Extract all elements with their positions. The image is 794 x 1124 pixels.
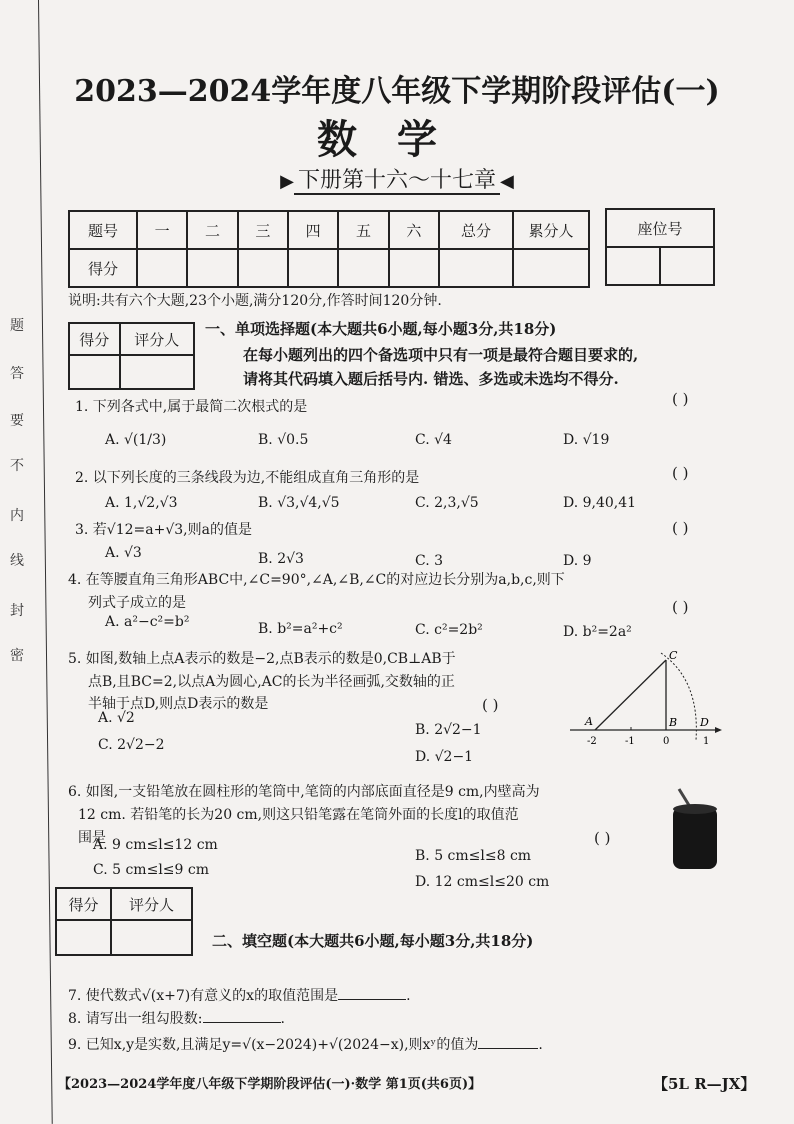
fill-question: 7. 使代数式√(x+7)有意义的x的取值范围是 .: [68, 988, 411, 1004]
question-stem-cont: 围是: [78, 830, 106, 846]
answer-paren[interactable]: ( ): [672, 519, 689, 537]
point-label: A: [585, 715, 593, 728]
tick-label: 1: [703, 736, 710, 747]
table-row: [69, 211, 589, 249]
option-a: A. √2: [98, 710, 135, 726]
section1-heading: 一、单项选择题(本大题共6小题,每小题3分,共18分): [205, 320, 557, 338]
side-char: 要: [10, 413, 24, 429]
option-d: D. 12 cm≤l≤20 cm: [415, 874, 550, 890]
footer-left: 【2023—2024学年度八年级下学期阶段评估(一)·数学 第1页(共6页)】: [58, 1077, 482, 1092]
footer-code: 【5L R—JX】: [653, 1075, 756, 1093]
answer-paren[interactable]: ( ): [482, 696, 499, 714]
question-stem: 4. 在等腰直角三角形ABC中,∠C=90°,∠A,∠B,∠C的对应边长分别为a,b,c,则下: [68, 572, 565, 588]
chapter-range: ▶ 下册第十六～十七章 ◀: [280, 168, 514, 193]
triangle-right-icon: ▶: [280, 171, 294, 192]
point-label: B: [669, 716, 678, 729]
tick-label: 0: [663, 736, 670, 747]
option-b: B. 2√2−1: [415, 722, 482, 738]
grader-cell[interactable]: [120, 355, 194, 389]
subject-title: 数学: [317, 116, 477, 163]
option-a: A. √3: [105, 545, 142, 561]
seat-label: 座位号: [606, 209, 714, 247]
grader-box-2: [55, 887, 193, 956]
section2-heading: 二、填空题(本大题共6小题,每小题3分,共18分): [212, 932, 534, 950]
score-cell[interactable]: [288, 249, 338, 287]
question-stem: 1. 下列各式中,属于最简二次根式的是: [75, 399, 308, 415]
score-cell[interactable]: [56, 920, 111, 955]
option-b: B. 2√3: [258, 551, 304, 567]
question-stem: 5. 如图,数轴上点A表示的数是−2,点B表示的数是0,CB⊥AB于: [68, 651, 456, 667]
option-d: D. b²=2a²: [563, 624, 632, 640]
header-cell: 四: [288, 211, 338, 249]
option-c: C. 2√2−2: [98, 737, 165, 753]
grader-label: 评分人: [120, 323, 194, 355]
option-b: B. b²=a²+c²: [258, 621, 343, 637]
score-cell[interactable]: [69, 355, 120, 389]
question-stem-cont: 半轴于点D,则点D表示的数是: [88, 696, 269, 712]
answer-paren[interactable]: ( ): [672, 390, 689, 408]
number-line-figure: [565, 645, 725, 750]
tick-label: -1: [625, 736, 635, 747]
header-cell: 题号: [69, 211, 137, 249]
option-a: A. 1,√2,√3: [105, 495, 178, 511]
score-cell[interactable]: [187, 249, 237, 287]
option-d: D. √2−1: [415, 749, 474, 765]
seat-cell[interactable]: [660, 247, 714, 285]
header-cell: 三: [238, 211, 288, 249]
option-b: B. 5 cm≤l≤8 cm: [415, 848, 532, 864]
triangle-left-icon: ◀: [500, 171, 514, 192]
arrow-icon: [715, 727, 722, 733]
score-label: 得分: [69, 323, 120, 355]
answer-blank[interactable]: [478, 1048, 538, 1049]
fill-question: 8. 请写出一组勾股数: .: [68, 1011, 285, 1027]
option-b: B. √0.5: [258, 432, 309, 448]
question-stem-cont: 12 cm. 若铅笔的长为20 cm,则这只铅笔露在笔筒外面的长度l的取值范: [78, 807, 519, 823]
table-row: [69, 249, 589, 287]
score-cell[interactable]: [338, 249, 388, 287]
score-cell[interactable]: [389, 249, 439, 287]
grader-label: 评分人: [111, 888, 192, 920]
tick-label: -2: [587, 736, 597, 747]
side-char: 题: [10, 318, 24, 334]
header-cell: 总分: [439, 211, 513, 249]
option-c: C. 2,3,√5: [415, 495, 479, 511]
option-c: C. c²=2b²: [415, 622, 483, 638]
question-stem: 3. 若√12=a+√3,则a的值是: [75, 522, 252, 538]
segment-ac: [595, 660, 666, 730]
score-cell[interactable]: [238, 249, 288, 287]
header-cell: 一: [137, 211, 187, 249]
question-stem: 6. 如图,一支铅笔放在圆柱形的笔筒中,笔筒的内部底面直径是9 cm,内壁高为: [68, 784, 540, 800]
answer-paren[interactable]: ( ): [672, 598, 689, 616]
score-cell[interactable]: [137, 249, 187, 287]
answer-blank[interactable]: [338, 999, 406, 1000]
side-char: 密: [10, 648, 24, 664]
fill-question: 9. 已知x,y是实数,且满足y=√(x−2024)+√(2024−x),则xʸ的值为 .: [68, 1037, 543, 1053]
seat-cell[interactable]: [606, 247, 660, 285]
point-label: C: [669, 649, 678, 662]
answer-paren[interactable]: ( ): [672, 464, 689, 482]
instructions: 说明:共有六个大题,23个小题,满分120分,作答时间120分钟.: [68, 293, 442, 309]
score-table: [68, 210, 590, 288]
pen-holder: [673, 807, 717, 869]
option-d: D. 9,40,41: [563, 495, 637, 511]
option-c: C. √4: [415, 432, 452, 448]
pen-holder-image: [665, 785, 730, 875]
side-char: 答: [10, 366, 24, 382]
header-cell: 得分: [69, 249, 137, 287]
option-d: D. √19: [563, 432, 610, 448]
grader-box-1: [68, 322, 195, 390]
score-cell[interactable]: [439, 249, 513, 287]
question-stem-cont: 列式子成立的是: [88, 595, 186, 611]
header-cell: 五: [338, 211, 388, 249]
exam-title: 2023—2024学年度八年级下学期阶段评估(一): [74, 74, 720, 109]
option-c: C. 3: [415, 553, 444, 569]
header-cell: 二: [187, 211, 237, 249]
answer-blank[interactable]: [203, 1022, 281, 1023]
side-char: 封: [10, 603, 24, 619]
section1-desc: 在每小题列出的四个备选项中只有一项是最符合题目要求的,: [243, 346, 639, 364]
option-a: A. √(1/3): [105, 432, 167, 448]
side-char: 线: [10, 553, 24, 569]
header-cell: 累分人: [513, 211, 589, 249]
option-b: B. √3,√4,√5: [258, 495, 340, 511]
header-cell: 六: [389, 211, 439, 249]
side-char: 不: [10, 458, 24, 474]
score-label: 得分: [56, 888, 111, 920]
option-a: A. 9 cm≤l≤12 cm: [93, 837, 218, 853]
question-stem-cont: 点B,且BC=2,以点A为圆心,AC的长为半径画弧,交数轴的正: [88, 674, 455, 690]
option-a: A. a²−c²=b²: [105, 614, 190, 630]
question-stem: 2. 以下列长度的三条线段为边,不能组成直角三角形的是: [75, 470, 420, 486]
option-d: D. 9: [563, 553, 592, 569]
section1-desc: 请将其代码填入题后括号内. 错选、多选或未选均不得分.: [243, 370, 619, 388]
grader-cell[interactable]: [111, 920, 192, 955]
option-c: C. 5 cm≤l≤9 cm: [93, 862, 209, 878]
seat-table: [605, 208, 715, 286]
answer-paren[interactable]: ( ): [594, 829, 611, 847]
point-label: D: [700, 716, 709, 729]
side-char: 内: [10, 508, 24, 524]
score-cell[interactable]: [513, 249, 589, 287]
